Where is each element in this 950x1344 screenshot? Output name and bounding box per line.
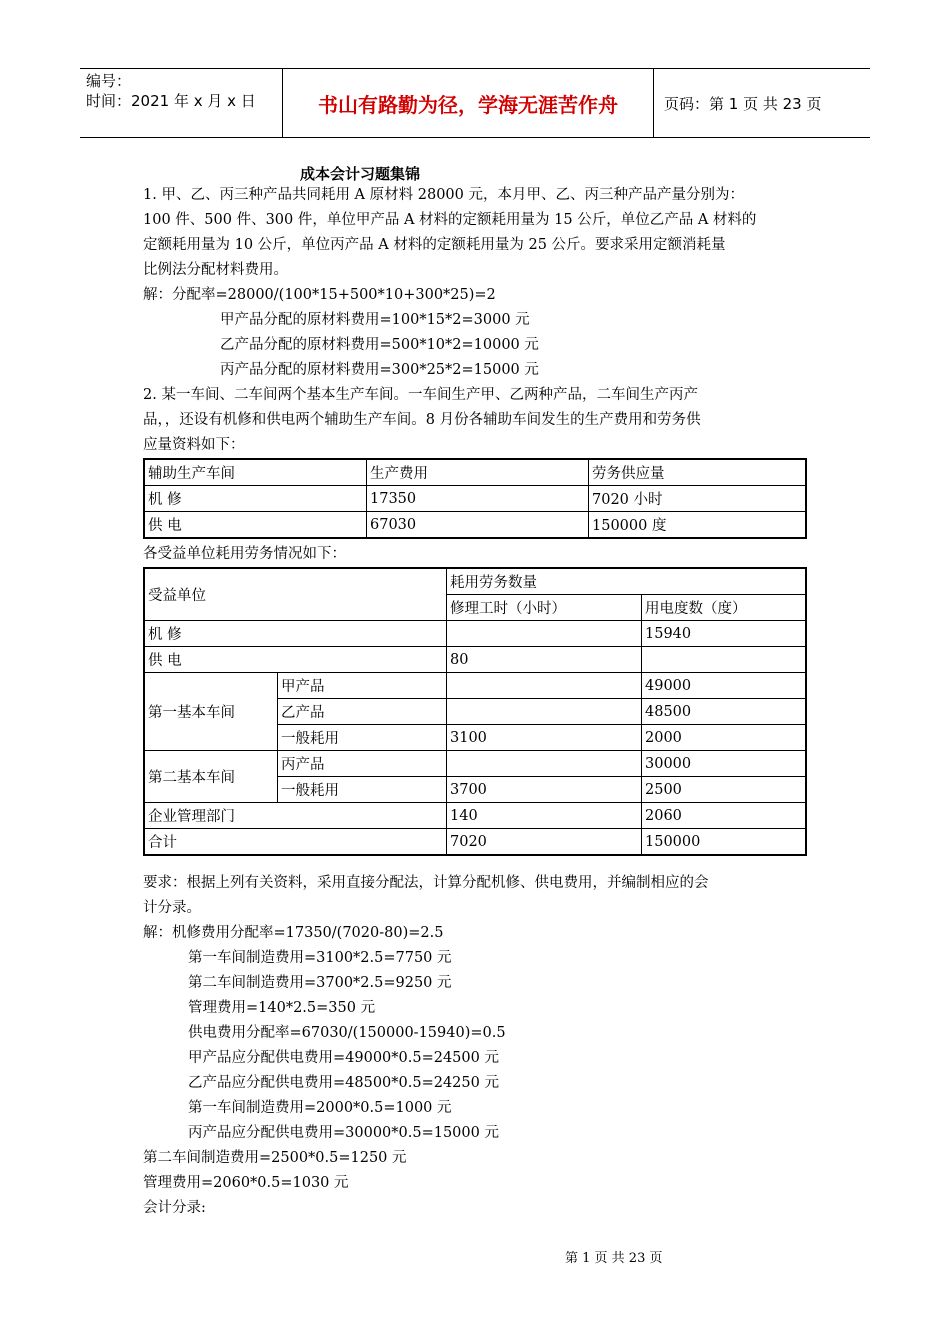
q1-line: 比例法分配材料费用。 <box>143 262 288 278</box>
a1-line: 甲产品分配的原材料费用=100*15*2=3000 元 <box>220 312 530 328</box>
requirement-line: 计分录。 <box>143 900 201 916</box>
a2-line: 供电费用分配率=67030/(150000-15940)=0.5 <box>188 1025 506 1041</box>
table-cell: 2000 <box>642 725 807 751</box>
table-cell: 第一基本车间 <box>144 673 278 751</box>
table-cell: 7020 小时 <box>589 486 807 512</box>
table-cell: 供 电 <box>144 512 367 539</box>
table-row <box>144 512 806 539</box>
table-cell <box>447 673 642 699</box>
table-cell: 乙产品 <box>278 699 447 725</box>
table-cell: 企业管理部门 <box>144 803 447 829</box>
a1-line: 乙产品分配的原材料费用=500*10*2=10000 元 <box>220 337 539 353</box>
number-label: 编号： <box>86 72 132 90</box>
table-cell: 140 <box>447 803 642 829</box>
requirement-line: 要求：根据上列有关资料，采用直接分配法，计算分配机修、供电费用，并编制相应的会 <box>143 875 709 891</box>
table-cell: 机 修 <box>144 486 367 512</box>
auxiliary-cost-table <box>143 458 807 539</box>
table-row <box>144 486 806 512</box>
table-cell: 3100 <box>447 725 642 751</box>
table-cell: 一般耗用 <box>278 725 447 751</box>
table-row <box>144 621 806 647</box>
table-cell: 供 电 <box>144 647 447 673</box>
a2-line: 第二车间制造费用=3700*2.5=9250 元 <box>188 975 452 991</box>
table-cell: 17350 <box>367 486 589 512</box>
table-cell: 49000 <box>642 673 807 699</box>
q1-line: 100 件、500 件、300 件，单位甲产品 A 材料的定额耗用量为 15 公斤，单位乙产品 A 材料的 <box>143 212 757 228</box>
table-header-cell: 修理工时（小时） <box>447 595 642 621</box>
table-header-cell: 劳务供应量 <box>589 459 807 486</box>
table-row <box>144 459 806 486</box>
table-cell: 150000 度 <box>589 512 807 539</box>
a1-line: 解：分配率=28000/(100*15+500*10+300*25)=2 <box>143 287 496 303</box>
table-cell: 合计 <box>144 829 447 856</box>
a2-line: 解：机修费用分配率=17350/(7020-80)=2.5 <box>143 925 444 941</box>
table-cell: 甲产品 <box>278 673 447 699</box>
a2-line: 第二车间制造费用=2500*0.5=1250 元 <box>143 1150 407 1166</box>
a2-line: 管理费用=140*2.5=350 元 <box>188 1000 376 1016</box>
table-cell: 第二基本车间 <box>144 751 278 803</box>
header-motto: 书山有路勤为径，学海无涯苦作舟 <box>282 69 654 137</box>
table2-intro: 各受益单位耗用劳务情况如下： <box>143 546 346 562</box>
table-cell: 2500 <box>642 777 807 803</box>
table-cell <box>447 699 642 725</box>
table-cell: 67030 <box>367 512 589 539</box>
a2-line: 第一车间制造费用=2000*0.5=1000 元 <box>188 1100 452 1116</box>
table-header-cell: 受益单位 <box>144 568 447 621</box>
table-row <box>144 829 806 856</box>
table-row <box>144 568 806 595</box>
table-cell <box>642 647 807 673</box>
table-cell: 48500 <box>642 699 807 725</box>
table-header-cell: 生产费用 <box>367 459 589 486</box>
table-header-cell: 耗用劳务数量 <box>447 568 807 595</box>
page-footer: 第 1 页 共 23 页 <box>565 1251 663 1266</box>
table-cell <box>447 621 642 647</box>
a2-line: 甲产品应分配供电费用=49000*0.5=24500 元 <box>188 1050 499 1066</box>
table-cell <box>447 751 642 777</box>
table-header-cell: 辅助生产车间 <box>144 459 367 486</box>
a1-line: 丙产品分配的原材料费用=300*25*2=15000 元 <box>220 362 539 378</box>
header-page-info: 页码：第 1 页 共 23 页 <box>664 94 822 113</box>
document-title: 成本会计习题集锦 <box>300 165 421 183</box>
table-cell: 3700 <box>447 777 642 803</box>
q1-line: 1. 甲、乙、丙三种产品共同耗用 A 原材料 28000 元，本月甲、乙、丙三种产品产量分别为： <box>143 187 744 203</box>
table-row <box>144 803 806 829</box>
table-cell: 150000 <box>642 829 807 856</box>
table-cell: 机 修 <box>144 621 447 647</box>
service-usage-table <box>143 567 807 856</box>
q2-line: 2. 某一车间、二车间两个基本生产车间。一车间生产甲、乙两种产品，二车间生产丙产 <box>143 387 698 403</box>
a2-line: 乙产品应分配供电费用=48500*0.5=24250 元 <box>188 1075 499 1091</box>
a2-line: 丙产品应分配供电费用=30000*0.5=15000 元 <box>188 1125 499 1141</box>
a2-line: 会计分录: <box>143 1200 206 1216</box>
q2-line: 应量资料如下： <box>143 437 245 453</box>
table-cell: 15940 <box>642 621 807 647</box>
table-cell: 7020 <box>447 829 642 856</box>
q1-line: 定额耗用量为 10 公斤，单位丙产品 A 材料的定额耗用量为 25 公斤。要求采用定额消耗量 <box>143 237 726 253</box>
table-cell: 2060 <box>642 803 807 829</box>
table-row <box>144 751 806 777</box>
table-header-cell: 用电度数（度） <box>642 595 807 621</box>
q2-line: 品，，还设有机修和供电两个辅助生产车间。8 月份各辅助车间发生的生产费用和劳务供 <box>143 412 701 428</box>
table-cell: 一般耗用 <box>278 777 447 803</box>
table-cell: 30000 <box>642 751 807 777</box>
table-cell: 丙产品 <box>278 751 447 777</box>
table-cell: 80 <box>447 647 642 673</box>
page-header <box>80 68 870 138</box>
table-row <box>144 647 806 673</box>
a2-line: 第一车间制造费用=3100*2.5=7750 元 <box>188 950 452 966</box>
a2-line: 管理费用=2060*0.5=1030 元 <box>143 1175 349 1191</box>
header-meta <box>80 69 280 137</box>
time-label: 时间：2021 年 x 月 x 日 <box>86 92 256 110</box>
table-row <box>144 673 806 699</box>
